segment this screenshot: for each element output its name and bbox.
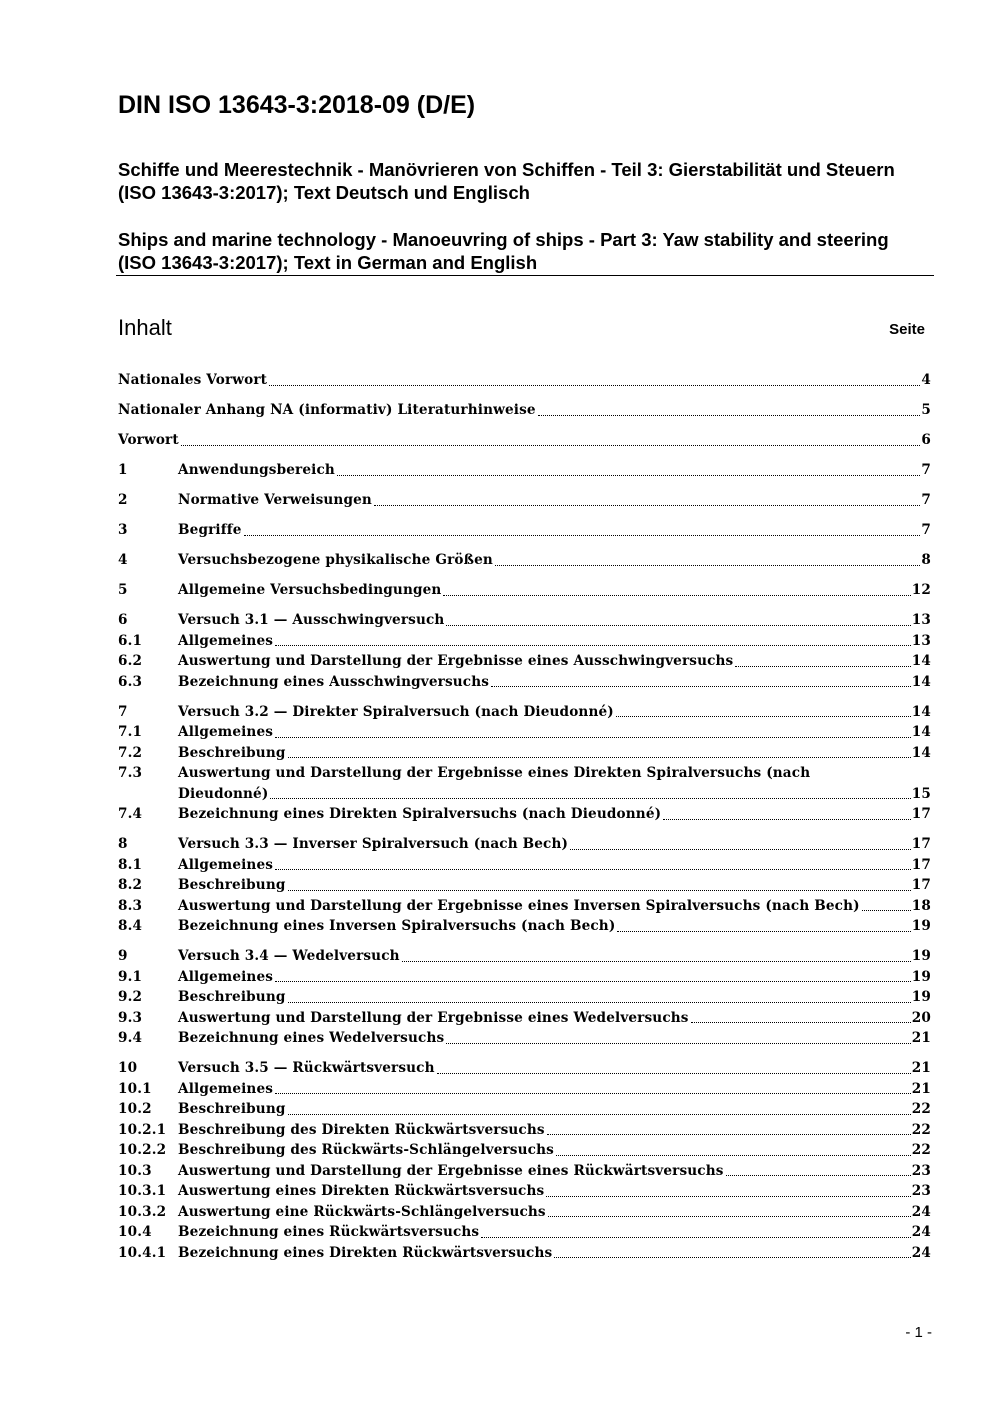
toc-entry-title: Bezeichnung eines Inversen Spiralversuchs (nach Bech) [178,918,616,934]
toc-entry-number: 10.4.1 [118,1244,167,1261]
toc-entry-number: 7.3 [118,765,143,781]
toc-entry-page: 17 [911,836,931,852]
toc-entry-number: 6.1 [118,632,143,649]
toc-dot-leader [556,1155,911,1156]
toc-entry-page: 17 [911,806,931,822]
toc-entry-title: Vorwort [118,432,179,448]
toc-entry-title: Auswertung und Darstellung der Ergebnisse eines Ausschwingversuchs [178,653,734,669]
subtitle-german: Schiffe und Meerestechnik - Manövrieren von Schiffen - Teil 3: Gierstabilität und Steuern (ISO 13643-3:2017); Text Deutsch und Englisch [118,159,895,203]
toc-dot-leader [288,890,911,891]
toc-dot-leader [495,565,920,566]
toc-entry-page: 7 [921,522,931,538]
toc-entry-title: Bezeichnung eines Wedelversuchs [178,1030,445,1046]
toc-entry-title: Allgemeines [178,724,274,740]
toc-dot-leader [374,505,920,506]
toc-entry[interactable] [118,430,931,451]
toc-entry-title: Allgemeine Versuchsbedingungen [178,582,442,598]
toc-entry-number: 6.2 [118,653,143,669]
toc-entry-title: Auswertung eines Direkten Rückwärtsversuchs [178,1183,545,1199]
toc-entry-title: Bezeichnung eines Ausschwingversuchs [178,673,490,690]
toc-dot-leader [275,645,911,646]
toc-entry-page: 19 [911,989,931,1005]
toc-entry[interactable] [118,1202,931,1223]
toc-entry-body [178,672,931,693]
toc-entry[interactable] [118,1079,931,1100]
toc-entry-body [178,855,931,876]
toc-entry-body [178,1140,931,1161]
toc-entry-title-line2-row [178,784,931,805]
toc-entry-page: 21 [911,1060,931,1076]
toc-entry[interactable] [118,1140,931,1161]
toc-entry-title: Allgemeines [178,632,274,649]
toc-entry[interactable] [118,1058,931,1079]
toc-entry-title: Versuch 3.4 — Wedelversuch [178,948,400,964]
toc-entry-body [178,651,931,672]
toc-entry-number: 6 [118,612,128,628]
toc-entry-body [178,1202,931,1223]
toc-dot-leader [538,415,921,416]
toc-entry-page: 19 [911,918,931,934]
toc-dot-leader [617,931,910,932]
toc-entry-title: Bezeichnung eines Direkten Spiralversuchs (nach Dieudonné) [178,806,662,822]
toc-entry-title: Versuch 3.1 — Ausschwingversuch [178,612,445,628]
toc-entry[interactable] [118,702,931,723]
toc-entry-title: Begriffe [178,522,242,538]
toc-entry-number: 8 [118,836,128,852]
toc-entry[interactable] [118,651,931,672]
toc-entry[interactable] [118,580,931,601]
toc-dot-leader [446,625,910,626]
toc-entry[interactable] [118,370,931,391]
toc-entry-title: Allgemeines [178,1080,274,1097]
toc-entry-page: 19 [911,948,931,964]
toc-entry[interactable] [118,1181,931,1202]
toc-entry-body [178,1222,931,1243]
toc-entry-page: 14 [911,653,931,669]
toc-entry-title: Beschreibung des Direkten Rückwärtsversuchs [178,1121,545,1138]
toc-entry-body [178,1028,931,1049]
toc-entry[interactable] [118,896,931,917]
toc-dot-leader [402,961,911,962]
toc-entry-number: 1 [118,462,128,478]
toc-dot-leader [862,910,911,911]
toc-entry-page: 14 [911,744,931,761]
table-of-contents [118,370,931,1263]
toc-entry-title: Bezeichnung eines Rückwärtsversuchs [178,1224,480,1240]
toc-entry-body [178,722,931,743]
toc-entry-body [178,1120,931,1141]
toc-entry-number: 9.4 [118,1030,143,1046]
toc-entry-title: Allgemeines [178,856,274,873]
toc-entry-body [178,1079,931,1100]
toc-entry-page: 15 [911,785,931,802]
toc-dot-leader [181,445,921,446]
toc-entry-number: 10.2.1 [118,1121,167,1138]
toc-entry-page: 22 [911,1142,931,1158]
toc-dot-leader [288,1114,911,1115]
toc-entry-title: Beschreibung [178,989,286,1005]
toc-entry-body [118,400,931,421]
toc-entry[interactable] [118,672,931,693]
toc-entry-page: 14 [911,703,931,720]
toc-dot-leader [270,798,910,799]
toc-entry-title: Beschreibung des Rückwärts-Schlängelversuchs [178,1142,554,1158]
toc-entry-title: Auswertung und Darstellung der Ergebnisse eines Rückwärtsversuchs [178,1162,724,1179]
toc-entry[interactable] [118,610,931,631]
toc-page-column-label: Seite [889,321,925,338]
toc-entry[interactable] [118,722,931,743]
toc-dot-leader [546,1196,910,1197]
toc-entry[interactable] [118,763,931,804]
toc-entry[interactable] [118,460,931,481]
toc-entry-page: 21 [911,1080,931,1097]
toc-entry-body [178,896,931,917]
toc-heading: Inhalt [118,315,172,340]
toc-entry-page: 13 [911,632,931,649]
toc-dot-leader [491,686,911,687]
toc-entry-number: 10.1 [118,1080,152,1097]
toc-entry-title: Nationaler Anhang NA (informativ) Literaturhinweise [118,402,536,418]
toc-entry-page: 14 [911,724,931,740]
toc-dot-leader [275,869,911,870]
toc-entry-title: Anwendungsbereich [178,462,335,478]
toc-dot-leader [244,535,921,536]
toc-entry-number: 7.4 [118,806,143,822]
toc-entry-body [178,580,931,601]
toc-entry-number: 10.3 [118,1162,152,1179]
toc-dot-leader [616,716,911,717]
toc-entry[interactable] [118,400,931,421]
toc-dot-leader [288,757,911,758]
toc-dot-leader [548,1216,911,1217]
toc-entry-title: Beschreibung [178,744,286,761]
toc-entry-page: 5 [921,402,931,418]
toc-entry-page: 12 [911,582,931,598]
toc-entry[interactable] [118,631,931,652]
toc-entry[interactable] [118,1028,931,1049]
toc-entry-title: Auswertung und Darstellung der Ergebnisse eines Inversen Spiralversuchs (nach Bech) [178,897,860,914]
toc-entry-number: 9.2 [118,989,143,1005]
toc-entry[interactable] [118,550,931,571]
header-divider [116,275,934,276]
toc-entry-body [178,702,931,723]
toc-entry-title: Versuch 3.5 — Rückwärtsversuch [178,1060,435,1076]
toc-entry-page: 8 [921,552,931,568]
toc-entry-title: Versuch 3.3 — Inverser Spiralversuch (nach Bech) [178,836,569,852]
toc-entry-number: 7.1 [118,724,143,740]
toc-dot-leader [691,1022,911,1023]
toc-entry[interactable] [118,1222,931,1243]
toc-dot-leader [337,475,920,476]
toc-entry-body [178,946,931,967]
toc-entry[interactable] [118,987,931,1008]
toc-entry-page: 22 [911,1101,931,1117]
toc-entry-number: 9.1 [118,968,143,985]
toc-dot-leader [288,1002,911,1003]
toc-entry-title: Beschreibung [178,877,286,893]
toc-entry-number: 10.2 [118,1101,152,1117]
toc-entry-body [178,1058,931,1079]
toc-entry-number: 10.3.1 [118,1183,167,1199]
toc-dot-leader [275,1093,911,1094]
toc-dot-leader [275,737,911,738]
toc-entry[interactable] [118,855,931,876]
toc-entry-body [178,916,931,937]
toc-entry-page: 18 [911,897,931,914]
toc-entry[interactable] [118,875,931,896]
toc-entry-page: 7 [921,492,931,508]
toc-entry-page: 24 [911,1224,931,1240]
toc-dot-leader [663,819,911,820]
toc-entry-body [178,967,931,988]
toc-entry-page: 13 [911,612,931,628]
toc-entry-number: 7.2 [118,744,143,761]
toc-entry-page: 17 [911,877,931,893]
toc-entry-body [178,763,931,804]
toc-entry-body [178,550,931,571]
toc-dot-leader [735,666,910,667]
toc-entry-number: 8.3 [118,897,143,914]
toc-entry-body [178,987,931,1008]
toc-dot-leader [554,1257,910,1258]
toc-dot-leader [726,1175,911,1176]
toc-entry-body [178,1008,931,1029]
toc-entry-body [178,804,931,825]
toc-entry-page: 7 [921,462,931,478]
toc-entry-number: 2 [118,492,128,508]
toc-entry-title: Beschreibung [178,1101,286,1117]
toc-dot-leader [481,1237,911,1238]
toc-dot-leader [275,981,911,982]
toc-entry-title: Versuchsbezogene physikalische Größen [178,552,493,568]
toc-dot-leader [443,595,910,596]
toc-entry-title: Nationales Vorwort [118,372,268,388]
toc-entry-number: 9 [118,948,128,964]
toc-entry-number: 8.4 [118,918,143,934]
toc-entry-title-line2: Dieudonné) [178,785,269,802]
toc-entry-number: 4 [118,552,128,568]
toc-entry-page: 21 [911,1030,931,1046]
toc-entry-number: 5 [118,582,128,598]
toc-entry[interactable] [118,967,931,988]
toc-entry-page: 23 [911,1162,931,1179]
toc-entry[interactable] [118,490,931,511]
toc-entry[interactable] [118,1008,931,1029]
toc-entry-number: 8.2 [118,877,143,893]
toc-entry-number: 10 [118,1060,138,1076]
toc-entry-number: 10.4 [118,1224,152,1240]
toc-dot-leader [437,1073,911,1074]
toc-entry-body [178,610,931,631]
toc-entry-number: 6.3 [118,673,143,690]
toc-entry-number: 8.1 [118,856,143,873]
toc-entry[interactable] [118,520,931,541]
subtitle-english: Ships and marine technology - Manoeuvring of ships - Part 3: Yaw stability and steering (ISO 13643-3:2017); Text in German and English [118,229,889,273]
toc-entry-title-line1: Auswertung und Darstellung der Ergebnisse eines Direkten Spiralversuchs (nach [178,765,811,781]
toc-entry-page: 17 [911,856,931,873]
toc-entry-body [178,1243,931,1264]
toc-dot-leader [269,385,920,386]
toc-entry[interactable] [118,1099,931,1120]
toc-entry-body [178,834,931,855]
toc-entry-page: 23 [911,1183,931,1199]
toc-entry[interactable] [118,1120,931,1141]
toc-entry[interactable] [118,834,931,855]
toc-dot-leader [570,849,911,850]
toc-entry-page: 14 [911,673,931,690]
toc-entry-title: Bezeichnung eines Direkten Rückwärtsversuchs [178,1244,553,1261]
toc-entry-body [118,430,931,451]
toc-entry-page: 4 [921,372,931,388]
toc-entry-title: Auswertung und Darstellung der Ergebnisse eines Wedelversuchs [178,1009,689,1026]
toc-entry-title: Allgemeines [178,968,274,985]
toc-entry-number: 7 [118,703,128,720]
toc-entry-title: Auswertung eine Rückwärts-Schlängelversuchs [178,1203,546,1220]
toc-entry-body [178,743,931,764]
document-title: DIN ISO 13643-3:2018-09 (D/E) [118,91,476,119]
toc-entry-body [178,1099,931,1120]
toc-entry-page: 24 [911,1203,931,1220]
toc-entry[interactable] [118,804,931,825]
page-number: - 1 - [905,1324,932,1341]
toc-entry-page: 6 [921,432,931,448]
toc-entry-number: 3 [118,522,128,538]
toc-entry[interactable] [118,946,931,967]
toc-entry-body [118,370,931,391]
toc-dot-leader [547,1134,911,1135]
toc-entry-page: 24 [911,1244,931,1261]
toc-entry-title: Normative Verweisungen [178,492,372,508]
toc-dot-leader [446,1043,910,1044]
toc-entry-body [178,460,931,481]
toc-entry-body [178,1181,931,1202]
toc-entry-page: 22 [911,1121,931,1138]
toc-entry-title: Versuch 3.2 — Direkter Spiralversuch (nach Dieudonné) [178,703,614,720]
toc-entry-number: 10.3.2 [118,1203,167,1220]
toc-entry-page: 19 [911,968,931,985]
toc-entry[interactable] [118,743,931,764]
toc-entry-body [178,875,931,896]
toc-entry-page: 20 [911,1009,931,1026]
toc-entry-number: 9.3 [118,1009,143,1026]
toc-entry[interactable] [118,916,931,937]
toc-entry-body [178,631,931,652]
toc-entry-number: 10.2.2 [118,1142,167,1158]
toc-entry[interactable] [118,1161,931,1182]
toc-entry[interactable] [118,1243,931,1264]
toc-entry-body [178,520,931,541]
toc-entry-body [178,490,931,511]
toc-entry-body [178,1161,931,1182]
